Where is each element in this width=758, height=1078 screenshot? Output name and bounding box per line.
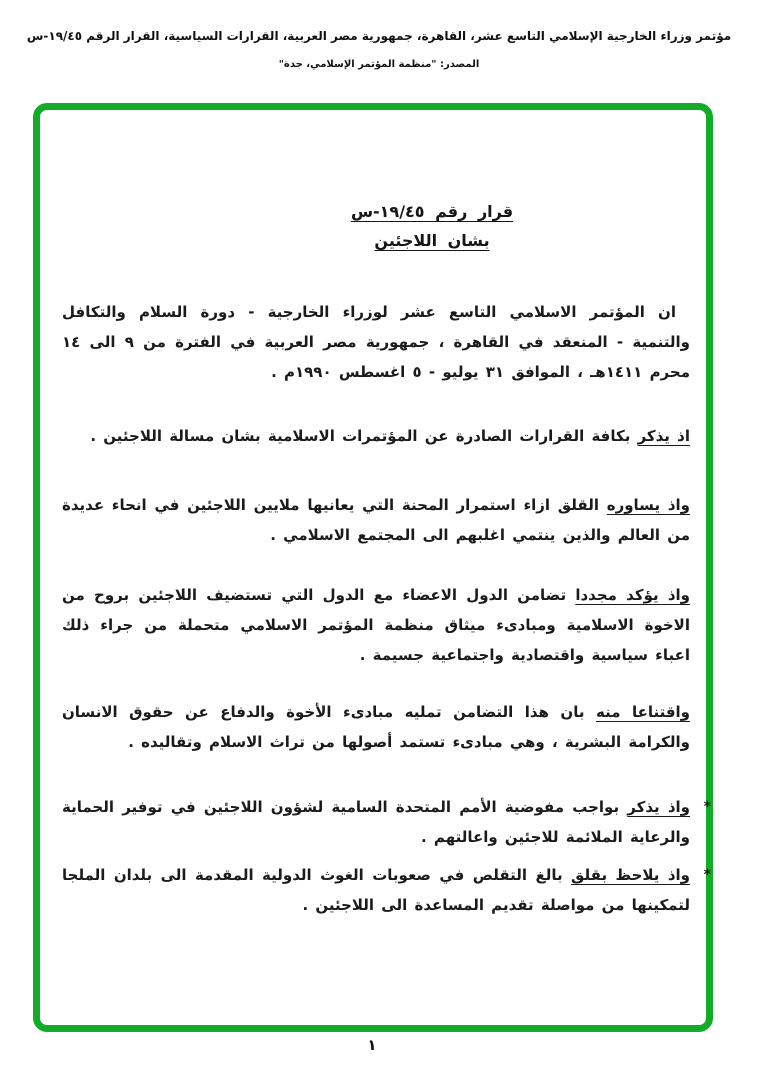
paragraph-noting-decline bbox=[62, 860, 711, 920]
resolution-title bbox=[118, 197, 746, 255]
resolution-title-subject: بشان اللاجئين bbox=[374, 231, 490, 250]
paragraph-text: القلق ازاء استمرار المحنة التي يعانيها ملايين اللاجئين في انحاء عديدة من العالم والذين ينتمي اغلبهم الى المجتمع الاسلامي . bbox=[62, 496, 690, 544]
paragraph-text: بواجب مفوضية الأمم المتحدة السامية لشؤون اللاجئين في توفير الحماية والرعاية الملائمة للاجئين واعالتهم . bbox=[62, 798, 690, 846]
header-citation-line: مؤتمر وزراء الخارجية الإسلامي التاسع عشر، القاهرة، جمهورية مصر العربية، القرارات السياسية، القرار الرقم ١٩/٤٥-س bbox=[26, 29, 732, 43]
paragraph-recalling bbox=[62, 421, 690, 451]
paragraph-convinced bbox=[62, 697, 690, 757]
paragraph-text: ان المؤتمر الاسلامي التاسع عشر لوزراء الخارجية - دورة السلام والتكافل والتنمية - المنعقد في القاهرة ، جمهورية مصر العربية في الفترة من ٩ الى ١٤ محرم ١٤١١هـ ، الموافق ٣١ يوليو - ٥ اغسطس ١٩٩٠م . bbox=[62, 303, 690, 381]
paragraph-text: تضامن الدول الاعضاء مع الدول التي تستضيف اللاجئين بروح من الاخوة الاسلامية ومبادىء ميثاق منظمة المؤتمر الاسلامي متحملة من جراء ذلك اعباء سياسية واقتصادية واجتماعية جسيمة . bbox=[62, 586, 690, 664]
paragraph-lead: واذ يذكر bbox=[627, 798, 690, 816]
resolution-title-number: قرار رقم ١٩/٤٥-س bbox=[350, 202, 514, 221]
paragraph-preamble bbox=[62, 297, 690, 387]
paragraph-lead: واذ يساوره bbox=[606, 496, 690, 514]
paragraph-concerned bbox=[62, 490, 690, 550]
paragraph-reaffirming bbox=[62, 580, 690, 670]
document-content bbox=[62, 0, 711, 1078]
paragraph-unhcr-duty bbox=[62, 792, 711, 852]
paragraph-text: بان هذا التضامن تمليه مبادىء الأخوة والدفاع عن حقوق الانسان والكرامة البشرية ، وهي مبادىء تستمد أصولها من تراث الاسلام وتقاليده . bbox=[62, 703, 690, 751]
bullet-star-icon: * bbox=[703, 867, 711, 883]
paragraph-text: بالغ التقلص في صعوبات الغوث الدولية المقدمة الى بلدان الملجا لتمكينها من مواصلة تقديم المساعدة الى اللاجئين . bbox=[62, 866, 690, 914]
header-source-line: المصدر: "منظمة المؤتمر الإسلامي، جدة" bbox=[278, 59, 480, 70]
page-number: ١ bbox=[367, 1036, 377, 1054]
paragraph-lead: واذ يلاحظ بقلق bbox=[571, 866, 690, 884]
bullet-star-icon: * bbox=[703, 799, 711, 815]
paragraph-text: بكافة القرارات الصادرة عن المؤتمرات الاسلامية بشان مسالة اللاجئين . bbox=[90, 427, 638, 445]
paragraph-lead: اذ يذكر bbox=[637, 427, 690, 445]
paragraph-lead: واذ يؤكد مجددا bbox=[575, 586, 690, 604]
paragraph-lead: واقتناعا منه bbox=[595, 703, 690, 721]
